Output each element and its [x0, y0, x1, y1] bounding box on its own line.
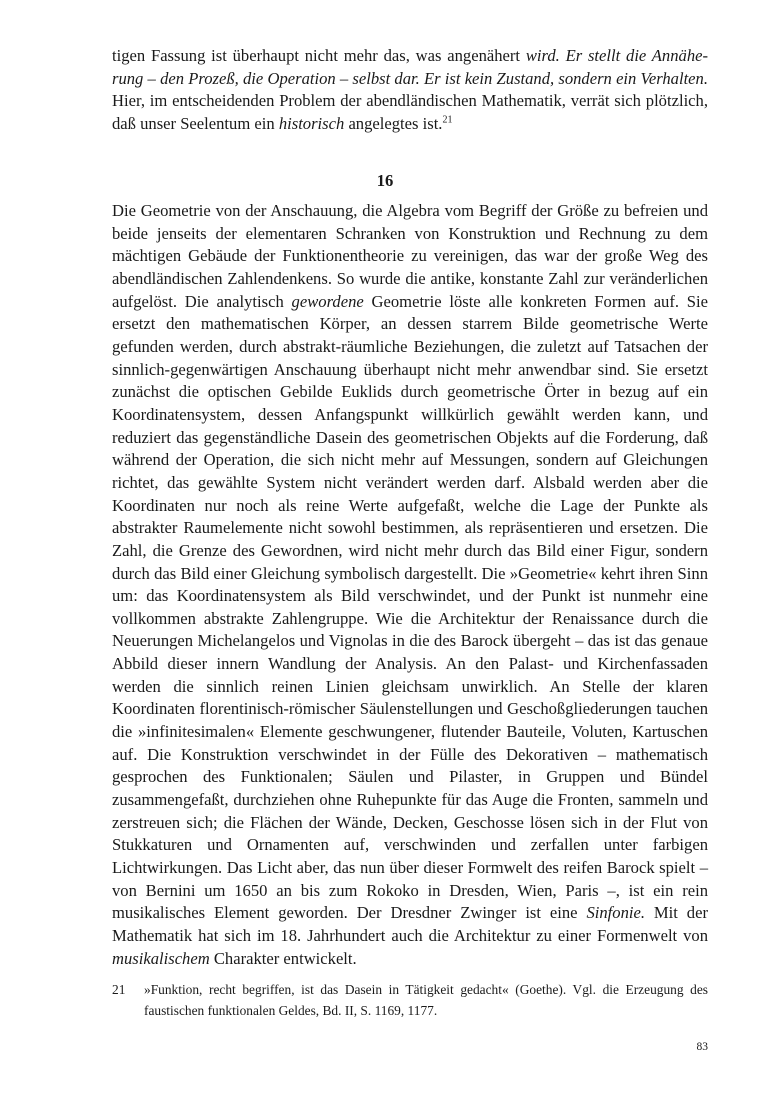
italic-text: historisch [278, 113, 345, 133]
section-paragraph [112, 200, 708, 970]
text-run: Mit der Mathematik hat sich im 18. Jahrhundert auch die Architektur zu einer Formenwelt von [112, 903, 708, 945]
text-run: Charakter entwickelt. [209, 948, 357, 968]
footnote-number: 21 [112, 982, 126, 997]
section-heading: 16 [376, 171, 394, 190]
footnote-text: »Funktion, recht begriffen, ist das Dasein in Tätigkeit gedacht« (Goethe). Vgl. die Erzeugung des faustischen funktionalen Geldes, Bd. II, S. 1169, 1177. [144, 982, 708, 1018]
italic-text: Sinfonie. [586, 903, 646, 923]
italic-text: musikalischem [112, 948, 210, 968]
footnote-reference[interactable]: 21 [442, 114, 453, 126]
text-run: Die Geometrie von der Anschauung, die Algebra vom Begriff der Größe zu befreien und beide jenseits der elementaren Schranken von Konstruktion und Rechnung zu dem mächtigen Gebäude der Funktionentheorie zu vereinigen, das war der große Weg des abendländischen Zahlendenkens. So wurde die antike, konstante Zahl zur veränderlichen aufgelöst. Die analytisch [112, 201, 708, 311]
text-run: angelegtes ist. [344, 113, 443, 133]
page-number: 83 [696, 1041, 708, 1053]
italic-text: wird. Er stellt die Annäherung – den Prozeß, die Operation – selbst dar. Er ist kein Zustand, sondern ein Verhalten. [112, 46, 709, 88]
footnote [112, 980, 708, 1021]
text-run: Hier, im entscheidenden Problem der abendländischen Mathematik, verrät sich plötzlich, daß unser Seelentum ein [112, 91, 708, 133]
continuation-paragraph [112, 45, 708, 136]
text-run: tigen Fassung ist überhaupt nicht mehr das, was angenähert [112, 46, 526, 65]
italic-text: gewordene [291, 291, 364, 311]
text-run: Geometrie löste alle konkreten Formen auf. Sie ersetzt den mathematischen Körper, an dessen starrem Bilde geometrische Werte gefunden werden, durch abstrakt-räumliche Beziehungen, die zuletzt auf Tatsachen der sinnlich-gegenwärtigen Anschauung überhaupt nicht mehr anwendbar sind. Sie ersetzt zunächst die optischen Gebilde Euklids durch geometrische Örter in bezug auf ein Koordinatensystem, dessen Anfangspunkt willkürlich gewählt werden kann, und reduziert das gegenständliche Dasein des geometrischen Objekts auf die Forderung, daß während der Operation, die sich nicht mehr auf Messungen, sondern auf Gleichungen richtet, das gewählte System nicht verändert werden darf. Alsbald werden aber die Koordinaten nur noch als reine Werte aufgefaßt, welche die Lage der Punkte als abstrakter Raumelemente nicht sowohl bestimmen, als repräsentieren und ersetzen. Die Zahl, die Grenze des Gewordnen, wird nicht mehr durch das Bild einer Figur, sondern durch das Bild einer Gleichung symbolisch dargestellt. Die »Geometrie« kehrt ihren Sinn um: das Koordinatensystem als Bild verschwindet, und der Punkt ist nunmehr eine vollkommen abstrakte Zahlengruppe. Wie die Architektur der Renaissance durch die Neuerungen Michelangelos und Vignolas in die des Barock übergeht – das ist das genaue Abbild dieser innern Wandlung der Analysis. An den Palast- und Kirchenfassaden werden die sinnlich reinen Linien gleichsam unwirklich. An Stelle der klaren Koordinaten florentinisch-römischer Säulenstellungen und Geschoßgliederungen tauchen die »infinitesimalen« Elemente geschwungener, flutender Bauteile, Voluten, Kartuschen auf. Die Konstruktion verschwindet in der Fülle des Dekorativen – mathematisch gesprochen des Funktionalen; Säulen und Pilaster, in Gruppen und Bündel zusammengefaßt, durchziehen ohne Ruhepunkte für das Auge die Fronten, sammeln und zerstreuen sich; die Flächen der Wände, Decken, Geschosse lösen sich in der Flut von Stukkaturen und Ornamenten auf, verschwinden und zerfallen unter farbigen Lichtwirkungen. Das Licht aber, das nun über dieser Formwelt des reifen Barock spielt – von Bernini um 1650 an bis zum Rokoko in Dresden, Wien, Paris –, ist ein rein musikalisches Element geworden. Der Dresdner Zwinger ist eine [112, 291, 709, 923]
